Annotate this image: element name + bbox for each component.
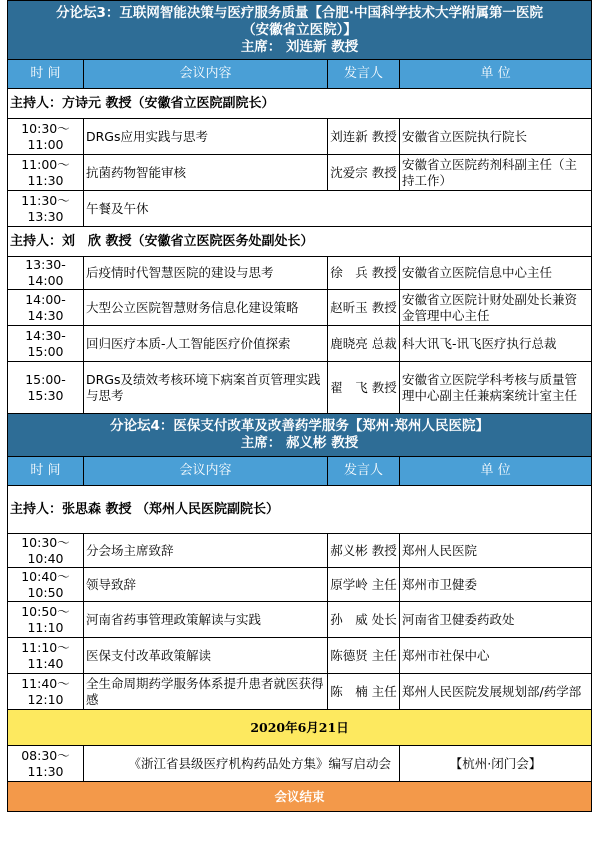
table-row — [8, 534, 592, 568]
host-row-b — [8, 227, 592, 257]
row-time: 11:00～11:30 — [8, 155, 84, 191]
row-speaker: 郝义彬 教授 — [328, 534, 400, 568]
forum4-banner-row — [8, 414, 592, 457]
row-unit: 郑州市卫健委 — [400, 568, 592, 602]
header-content: 会议内容 — [84, 60, 328, 89]
row-speaker: 陈德贤 主任 — [328, 638, 400, 674]
closing-content: 《浙江省县级医疗机构药品处方集》编写启动会 — [84, 746, 400, 782]
row-time: 10:30～11:00 — [8, 119, 84, 155]
row-unit: 科大讯飞-讯飞医疗执行总裁 — [400, 326, 592, 362]
header-content: 会议内容 — [84, 457, 328, 486]
host-row-c — [8, 486, 592, 534]
row-speaker: 刘连新 教授 — [328, 119, 400, 155]
row-time: 13:30-14:00 — [8, 257, 84, 290]
header-time: 时 间 — [8, 457, 84, 486]
row-time: 10:30～10:40 — [8, 534, 84, 568]
table-row — [8, 638, 592, 674]
table-row — [8, 362, 592, 414]
row-unit: 郑州人民医院 — [400, 534, 592, 568]
end-row — [8, 782, 592, 812]
header-speaker: 发言人 — [328, 60, 400, 89]
host-row-a — [8, 89, 592, 119]
row-speaker: 沈爱宗 教授 — [328, 155, 400, 191]
closing-row — [8, 746, 592, 782]
row-content: 回归医疗本质-人工智能医疗价值探索 — [84, 326, 328, 362]
forum3-chair: 主席： 刘连新 教授 — [240, 38, 359, 55]
forum3-banner-row — [8, 1, 592, 60]
lunch-row — [8, 191, 592, 227]
date-label: 2020年6月21日 — [8, 710, 592, 746]
row-speaker: 陈 楠 主任 — [328, 674, 400, 710]
closing-time: 08:30～11:30 — [8, 746, 84, 782]
forum3-banner — [8, 1, 592, 60]
row-speaker: 翟 飞 教授 — [328, 362, 400, 414]
table-row — [8, 602, 592, 638]
forum4-title-line1: 分论坛4：医保支付改革及改善药学服务【郑州·郑州人民医院】 — [110, 418, 490, 434]
forum3-title-line2: （安徽省立医院）】 — [242, 21, 357, 38]
forum4-header-row — [8, 457, 592, 486]
header-speaker: 发言人 — [328, 457, 400, 486]
row-time: 10:50～11:10 — [8, 602, 84, 638]
row-content: DRGs应用实践与思考 — [84, 119, 328, 155]
row-content: 分会场主席致辞 — [84, 534, 328, 568]
table-row — [8, 568, 592, 602]
header-time: 时 间 — [8, 60, 84, 89]
header-unit: 单 位 — [400, 60, 592, 89]
row-unit: 郑州市社保中心 — [400, 638, 592, 674]
row-unit: 安徽省立医院执行院长 — [400, 119, 592, 155]
header-unit: 单 位 — [400, 457, 592, 486]
end-label: 会议结束 — [8, 782, 592, 812]
row-time: 11:10～11:40 — [8, 638, 84, 674]
lunch-time: 11:30～13:30 — [8, 191, 84, 227]
host-b: 主持人：刘 欣 教授（安徽省立医院医务处副处长） — [8, 227, 592, 257]
row-speaker: 鹿晓亮 总裁 — [328, 326, 400, 362]
host-a: 主持人：方诗元 教授（安徽省立医院副院长） — [8, 89, 592, 119]
row-unit: 河南省卫健委药政处 — [400, 602, 592, 638]
row-unit: 安徽省立医院信息中心主任 — [400, 257, 592, 290]
table-row — [8, 290, 592, 326]
row-unit: 安徽省立医院计财处副处长兼资金管理中心主任 — [400, 290, 592, 326]
row-speaker: 孙 威 处长 — [328, 602, 400, 638]
forum3-title-line1: 分论坛3：互联网智能决策与医疗服务质量【合肥·中国科学技术大学附属第一医院 — [56, 4, 544, 21]
date-row — [8, 710, 592, 746]
forum4-banner — [8, 414, 592, 457]
host-c: 主持人：张思森 教授 （郑州人民医院副院长） — [8, 486, 592, 534]
row-unit: 郑州人民医院发展规划部/药学部 — [400, 674, 592, 710]
row-content: 大型公立医院智慧财务信息化建设策略 — [84, 290, 328, 326]
row-speaker: 赵昕玉 教授 — [328, 290, 400, 326]
forum3-header-row — [8, 60, 592, 89]
table-row — [8, 257, 592, 290]
row-unit: 安徽省立医院学科考核与质量管理中心副主任兼病案统计室主任 — [400, 362, 592, 414]
table-row — [8, 674, 592, 710]
lunch-content: 午餐及午休 — [84, 191, 592, 227]
closing-location: 【杭州·闭门会】 — [400, 746, 592, 782]
row-time: 14:00-14:30 — [8, 290, 84, 326]
table-row — [8, 326, 592, 362]
row-time: 15:00-15:30 — [8, 362, 84, 414]
schedule-table — [7, 0, 592, 812]
row-content: 河南省药事管理政策解读与实践 — [84, 602, 328, 638]
row-time: 14:30-15:00 — [8, 326, 84, 362]
row-content: 全生命周期药学服务体系提升患者就医获得感 — [84, 674, 328, 710]
row-content: 领导致辞 — [84, 568, 328, 602]
row-time: 10:40～10:50 — [8, 568, 84, 602]
row-content: 后疫情时代智慧医院的建设与思考 — [84, 257, 328, 290]
row-content: 抗菌药物智能审核 — [84, 155, 328, 191]
table-row — [8, 119, 592, 155]
row-content: 医保支付改革政策解读 — [84, 638, 328, 674]
forum4-chair: 主席： 郝义彬 教授 — [240, 435, 359, 451]
row-speaker: 徐 兵 教授 — [328, 257, 400, 290]
row-time: 11:40～12:10 — [8, 674, 84, 710]
row-content: DRGs及绩效考核环境下病案首页管理实践与思考 — [84, 362, 328, 414]
table-row — [8, 155, 592, 191]
row-speaker: 原学岭 主任 — [328, 568, 400, 602]
row-unit: 安徽省立医院药剂科副主任（主持工作） — [400, 155, 592, 191]
